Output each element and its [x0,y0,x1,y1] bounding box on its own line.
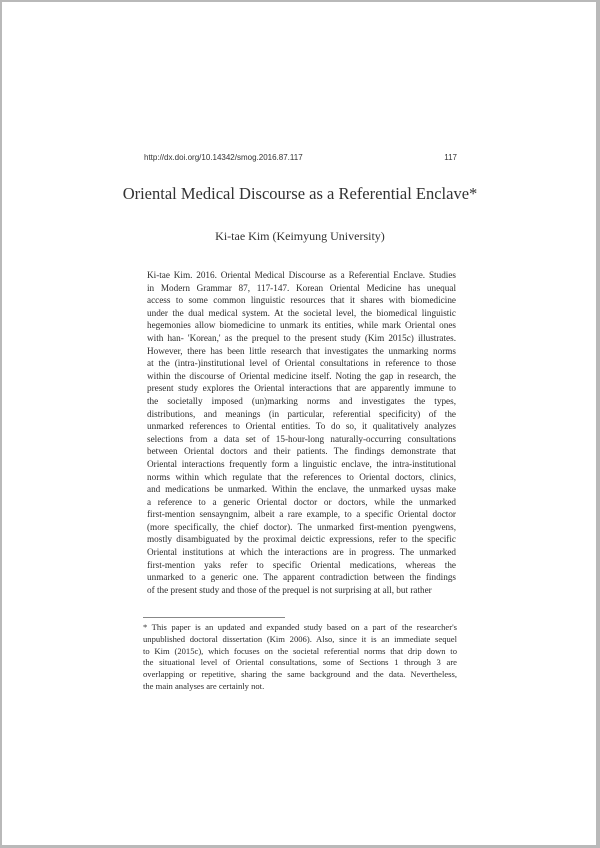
abstract-line: mostly disambiguated by the proximal deictic expressions, refer to the specific [147,534,456,545]
footnote-separator [143,617,285,618]
abstract-line: (more specifically, the chief doctor). The unmarked first-mention pyengwens, [147,521,456,532]
footnote-line: to Kim (2015c), which focuses on the societal referential norms that drip down to [143,645,457,656]
abstract-line: unmarked to a generic one. The apparent contradiction between the findings [147,572,456,583]
page-number: 117 [444,153,457,162]
abstract-line: Oriental institutions at which the interactions are in progress. The unmarked [147,547,456,558]
abstract-line: selections from a data set of 15-hour-long naturally-occurring consultations [147,433,456,444]
doi-link[interactable]: http://dx.doi.org/10.14342/smog.2016.87.117 [144,153,303,162]
abstract-line: first-mention sensayngnim, albeit a rare example, to a specific Oriental doctor [147,509,456,520]
abstract-line: norms within which regulate that the references to Oriental doctors, clinics, [147,471,456,482]
abstract-line: Ki-tae Kim. 2016. Oriental Medical Discourse as a Referential Enclave. Studies [147,270,456,280]
abstract-line: of the present study and those of the prequel is not surprising at all, but rather [147,584,432,595]
paper-title: Oriental Medical Discourse as a Referential Enclave* [122,184,478,203]
abstract-line: within the discourse of Oriental medicine itself. Noting the gap in research, the [147,370,456,381]
abstract-line: in Modern Grammar 87, 117-147. Korean Oriental Medicine has unequal [147,282,456,293]
abstract-line: present study explores the Oriental interactions that are apparently immune to [147,383,456,394]
footnote-line: the main analyses are certainly not. [143,680,265,691]
abstract-line: Oriental interactions frequently form a linguistic enclave, the intra-institutional [147,458,456,469]
abstract-line: unmarked references to Oriental entities. To do so, it qualitatively analyzes [147,421,456,432]
abstract-line: at the (intra-)institutional level of Oriental consultations in reference to those [147,358,456,369]
footnote-line: the situational level of Oriental consultations, some of Sections 1 through 3 are [143,657,457,668]
footnote-line: * This paper is an updated and expanded study based on a part of the researcher's [143,622,457,632]
abstract-line: the societally imposed (un)marking norms and investigates the types, [147,395,456,406]
abstract-line: hegemonies allow biomedicine to unmark its entities, while mark Oriental ones [147,320,456,331]
footnote [143,622,457,693]
abstract-line: distributions, and meanings (in particular, referential specificity) of the [147,408,456,419]
footnote-line: unpublished doctoral dissertation (Kim 2006). Also, since it is an immediate sequel [143,633,457,644]
author-affiliation: Ki-tae Kim (Keimyung University) [215,229,385,243]
footnote-line: overlapping or repetitive, sharing the same background and the data. Nevertheless, [143,669,457,680]
abstract-line: However, there has been little research that investigates the unmarking norms [147,345,456,356]
abstract-line: access to some common linguistic resources that it shares with biomedicine [147,295,456,306]
abstract [147,269,456,596]
abstract-line: a reference to a generic Oriental doctor or doctors, while the unmarked [147,496,456,507]
abstract-line: with han- 'Korean,' as the prequel to the present study (Kim 2015c) illustrates. [147,332,456,343]
abstract-line: first-mention yaks refer to specific Oriental medications, whereas the [147,559,456,570]
abstract-line: and medications be unmarked. Within the enclave, the unmarked uysas make [147,484,456,495]
abstract-line: under the dual medical system. At the societal level, the biomedical linguistic [147,307,456,318]
abstract-line: between Oriental doctors and their patients. The findings demonstrate that [147,446,456,457]
